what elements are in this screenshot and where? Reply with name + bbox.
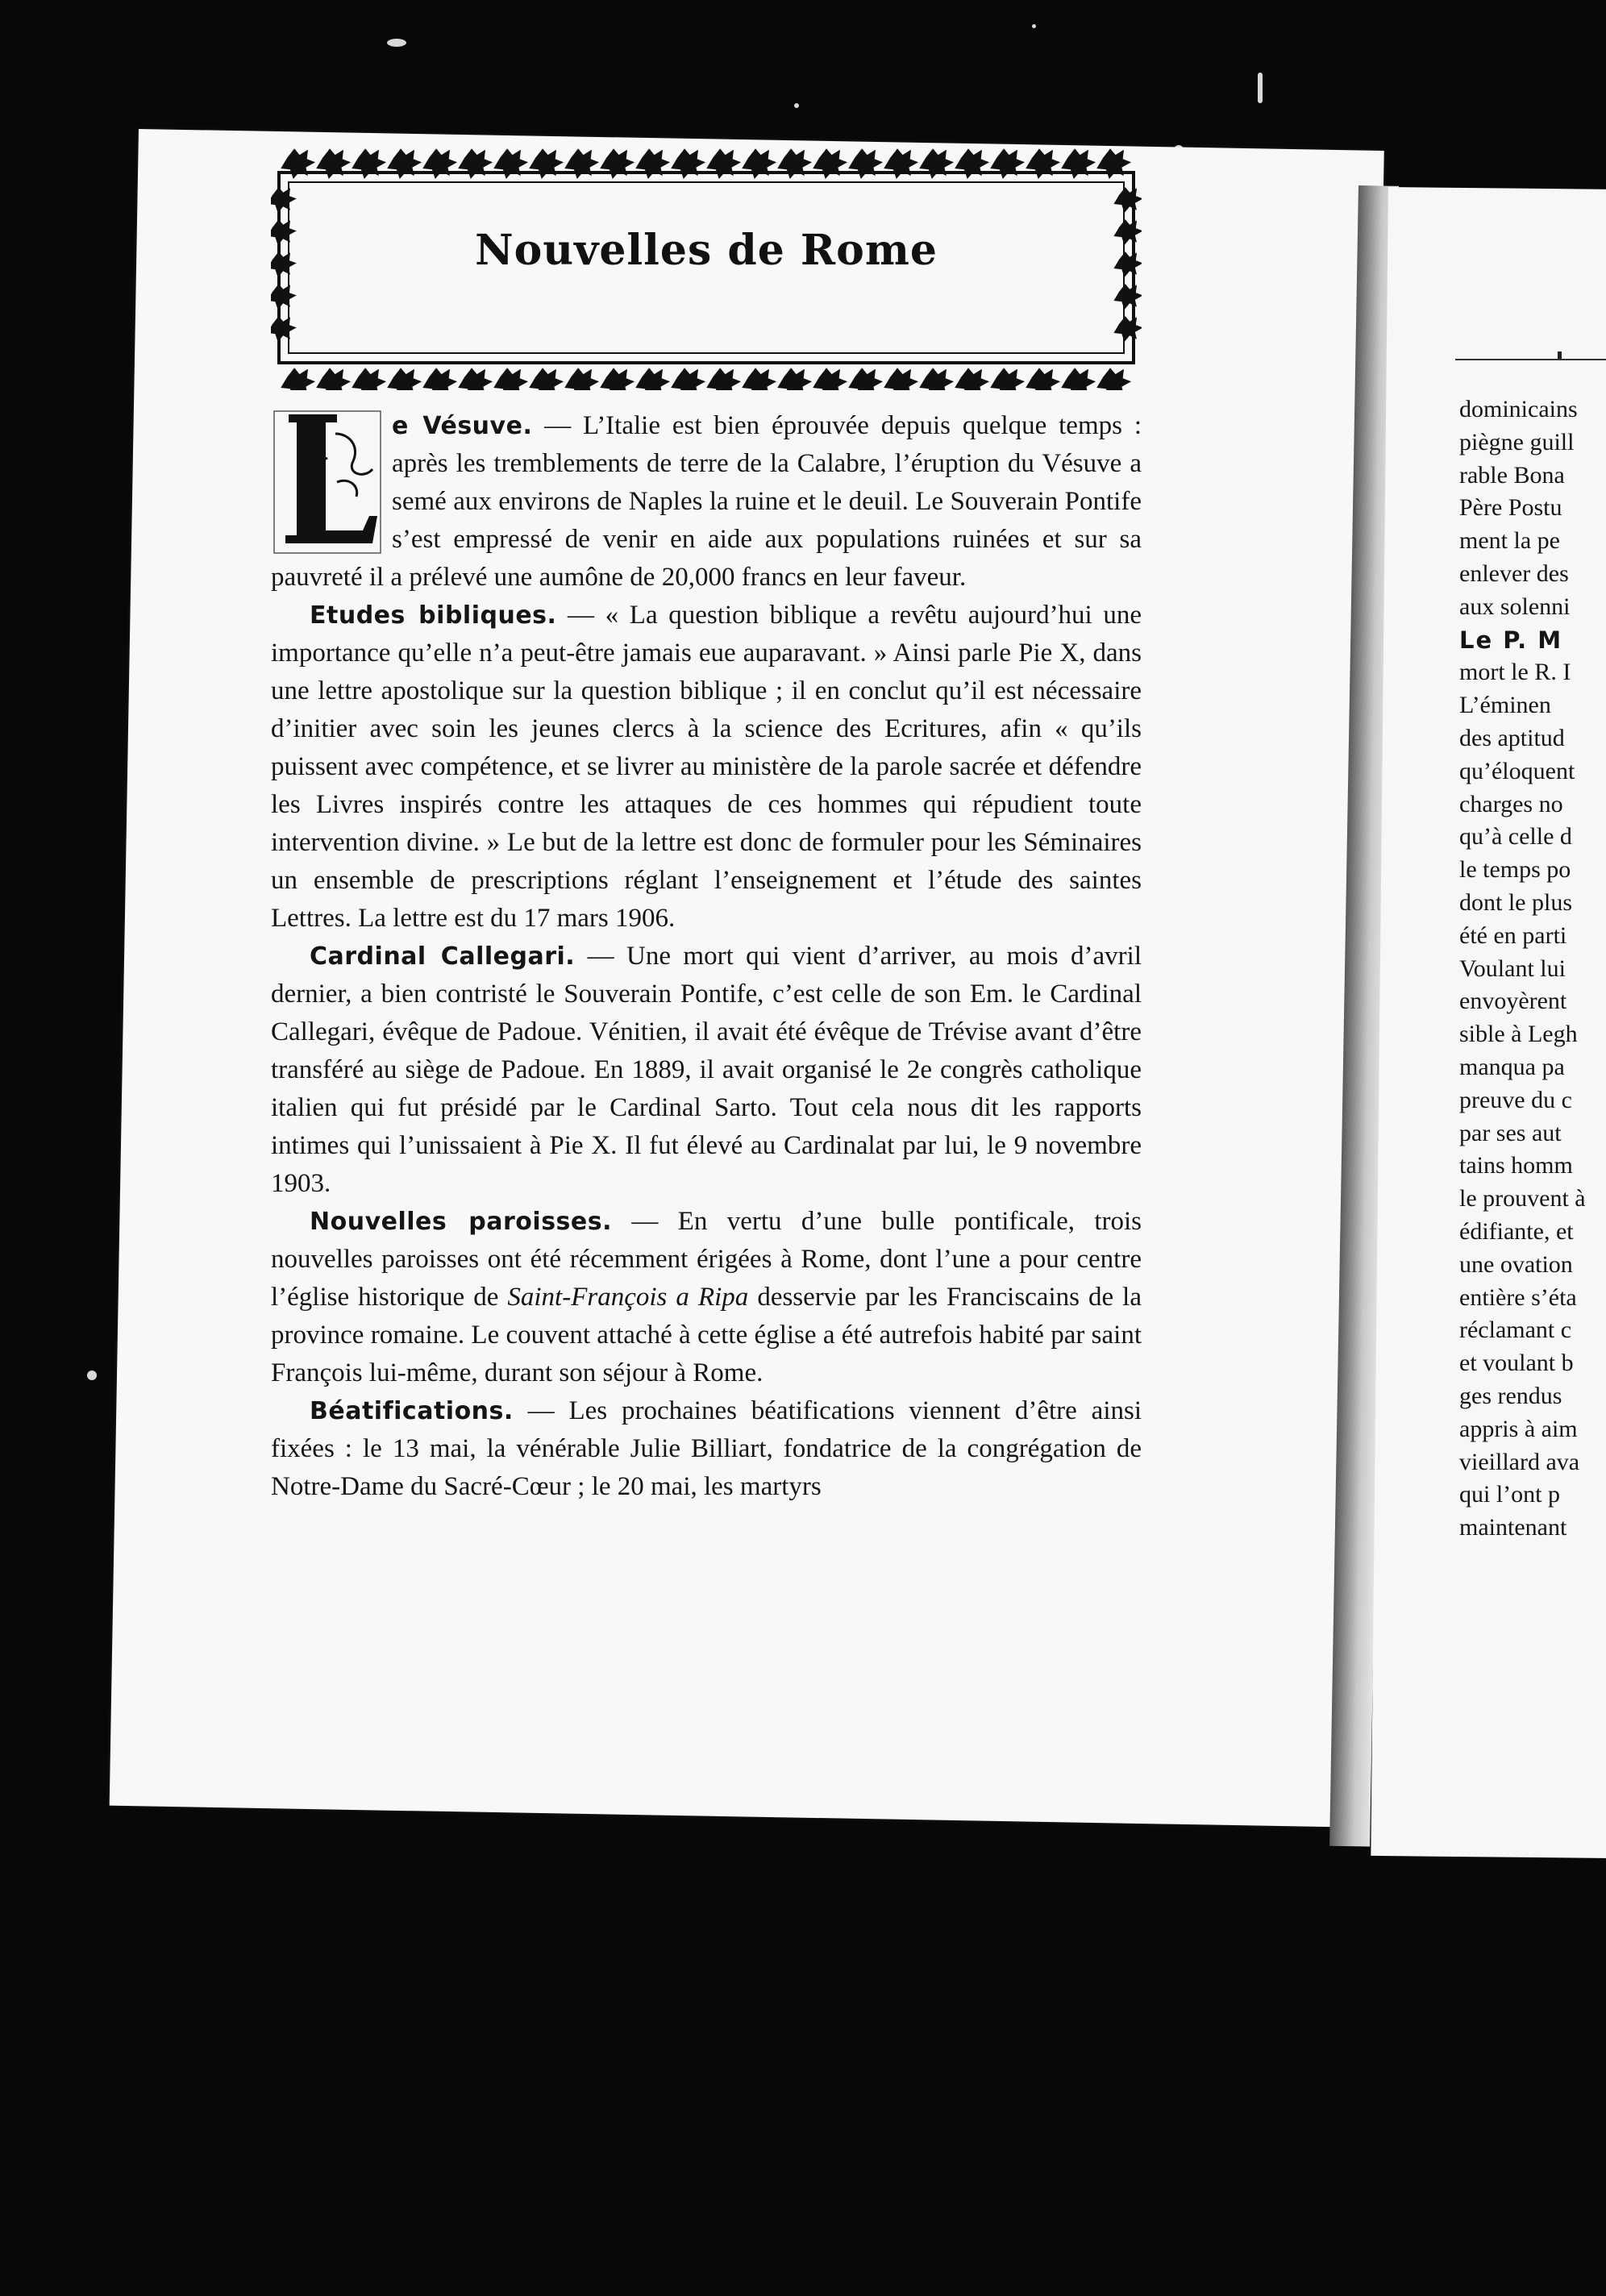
right-line: une ovation — [1459, 1250, 1573, 1278]
right-line: envoyèrent — [1459, 988, 1567, 1015]
right-line: réclamant c — [1459, 1316, 1572, 1344]
right-page-text — [1459, 393, 1606, 1545]
paragraph-text: — « La question biblique a revêtu aujourd’hui une importance qu’elle n’a peut-être jamais eue auparavant. » Ainsi parle Pie X, dans une lettre apostolique sur la question biblique ; il en conclut qu’il est nécessaire d’initier avec soin les jeunes clercs à la science des Ecritures, afin « qu’ils puissent avec compétence, et se livrer au ministère de la parole sacrée et défendre les Livres inspirés contre les attaques de ces hommes qui répudient toute intervention divine. » Le but de la lettre est donc de formuler pour les Séminaires un ensemble de prescriptions réglant l’enseignement et l’étude des saintes Lettres. La lettre est du 17 mars 1906. — [271, 601, 1142, 933]
paragraph-cardinal-callegari — [271, 938, 1142, 1203]
church-name: Saint-François a Ripa — [507, 1283, 749, 1312]
right-page-rule — [1455, 359, 1606, 360]
right-line: manqua pa — [1459, 1053, 1565, 1080]
paragraph-nouvelles-paroisses — [271, 1203, 1142, 1392]
right-line: mort le R. I — [1459, 659, 1571, 686]
film-speck — [1032, 24, 1036, 28]
right-line: le prouvent à — [1459, 1185, 1586, 1212]
film-speck — [794, 103, 799, 108]
right-line: le temps po — [1459, 856, 1571, 884]
paragraph-heading: Etudes bibliques. — [310, 601, 557, 630]
right-line: enlever des — [1459, 559, 1569, 587]
right-line: ment la pe — [1459, 527, 1560, 555]
right-line: Voulant lui — [1459, 955, 1566, 982]
right-line: maintenant — [1459, 1514, 1567, 1541]
paragraph-heading: Cardinal Callegari. — [310, 942, 576, 971]
film-speck — [87, 1371, 97, 1380]
right-line: qu’à celle d — [1459, 823, 1572, 851]
paragraph-beatifications — [271, 1392, 1142, 1506]
right-line: piègne guill — [1459, 428, 1575, 455]
right-line: été en parti — [1459, 921, 1567, 949]
right-line: tains homm — [1459, 1152, 1573, 1179]
right-line: preuve du c — [1459, 1086, 1572, 1113]
right-line: appris à aim — [1459, 1415, 1578, 1442]
right-line: L’éminen — [1459, 692, 1551, 719]
paragraph-text: — L’Italie est bien éprouvée depuis quelque temps : après les tremblements de terre de la Calabre, l’éruption du Vésuve a semé aux environs de Naples la ruine et le deuil. Le Souverain Pontife s’est empressé de venir en aide aux populations ruinées et sur sa pauvreté il a prélevé une aumône de 20,000 francs en leur faveur. — [271, 411, 1142, 592]
right-heading: Le P. M — [1459, 626, 1563, 654]
right-line: des aptitud — [1459, 724, 1565, 751]
right-line: par ses aut — [1459, 1119, 1562, 1146]
right-line: qu’éloquent — [1459, 757, 1575, 784]
paragraph-text: — En vertu d’une bulle pontificale, trois nouvelles paroisses ont été récemment érigées à Rome, dont l’une a pour centre l’église historique de — [271, 1207, 1142, 1312]
right-line: vieillard ava — [1459, 1448, 1580, 1475]
right-line: rable Bona — [1459, 461, 1565, 489]
right-line: ges rendus — [1459, 1382, 1562, 1409]
section-title: Nouvelles de Rome — [475, 226, 938, 275]
right-page-rule-mark — [1558, 351, 1562, 359]
right-line: et voulant b — [1459, 1350, 1574, 1377]
article-body — [271, 407, 1142, 1506]
right-line: entière s’éta — [1459, 1283, 1577, 1311]
paragraph-text: — Une mort qui vient d’arriver, au mois d’avril dernier, a bien contristé le Souverain Pontife, c’est celle de son Em. le Cardinal Callegari, évêque de Padoue. Vénitien, il avait été évêque de Trévise avant d’être transféré au siège de Padoue. En 1889, il avait organisé le 2e congrès catholique italien qui fut présidé par le Cardinal Sarto. Tout cela nous dit les rapports intimes qui l’unissaient à Pie X. Il fut élevé au Cardinalat par lui, le 9 novembre 1903. — [271, 942, 1142, 1198]
ornamental-header — [271, 139, 1142, 390]
paragraph-heading: e Vésuve. — [392, 412, 533, 440]
right-line: qui l’ont p — [1459, 1481, 1560, 1508]
paragraph-heading: Nouvelles paroisses. — [310, 1208, 613, 1236]
paragraph-text: — Les prochaines béatifications viennent d’être ainsi fixées : le 13 mai, la vénérable Julie Billiart, fondatrice de la congrégation de Notre-Dame du Sacré-Cœur ; le 20 mai, les martyrs — [271, 1396, 1142, 1501]
right-line: dominicains — [1459, 396, 1578, 422]
paragraph-text: desservie par les Franciscains de la province romaine. Le couvent attaché à cette église a été autrefois habité par saint François lui-même, durant son séjour à Rome. — [271, 1283, 1142, 1387]
right-line: aux solenni — [1459, 593, 1571, 620]
right-line: sible à Legh — [1459, 1021, 1578, 1048]
film-speck — [1258, 73, 1263, 103]
right-line: dont le plus — [1459, 888, 1572, 916]
film-speck — [387, 39, 406, 47]
right-line: édifiante, et — [1459, 1217, 1574, 1245]
right-line: Père Postu — [1459, 494, 1562, 522]
paragraph-vesuve — [271, 407, 1142, 597]
paragraph-heading: Béatifications. — [310, 1397, 514, 1425]
right-line: charges no — [1459, 790, 1563, 817]
paragraph-etudes-bibliques — [271, 597, 1142, 938]
